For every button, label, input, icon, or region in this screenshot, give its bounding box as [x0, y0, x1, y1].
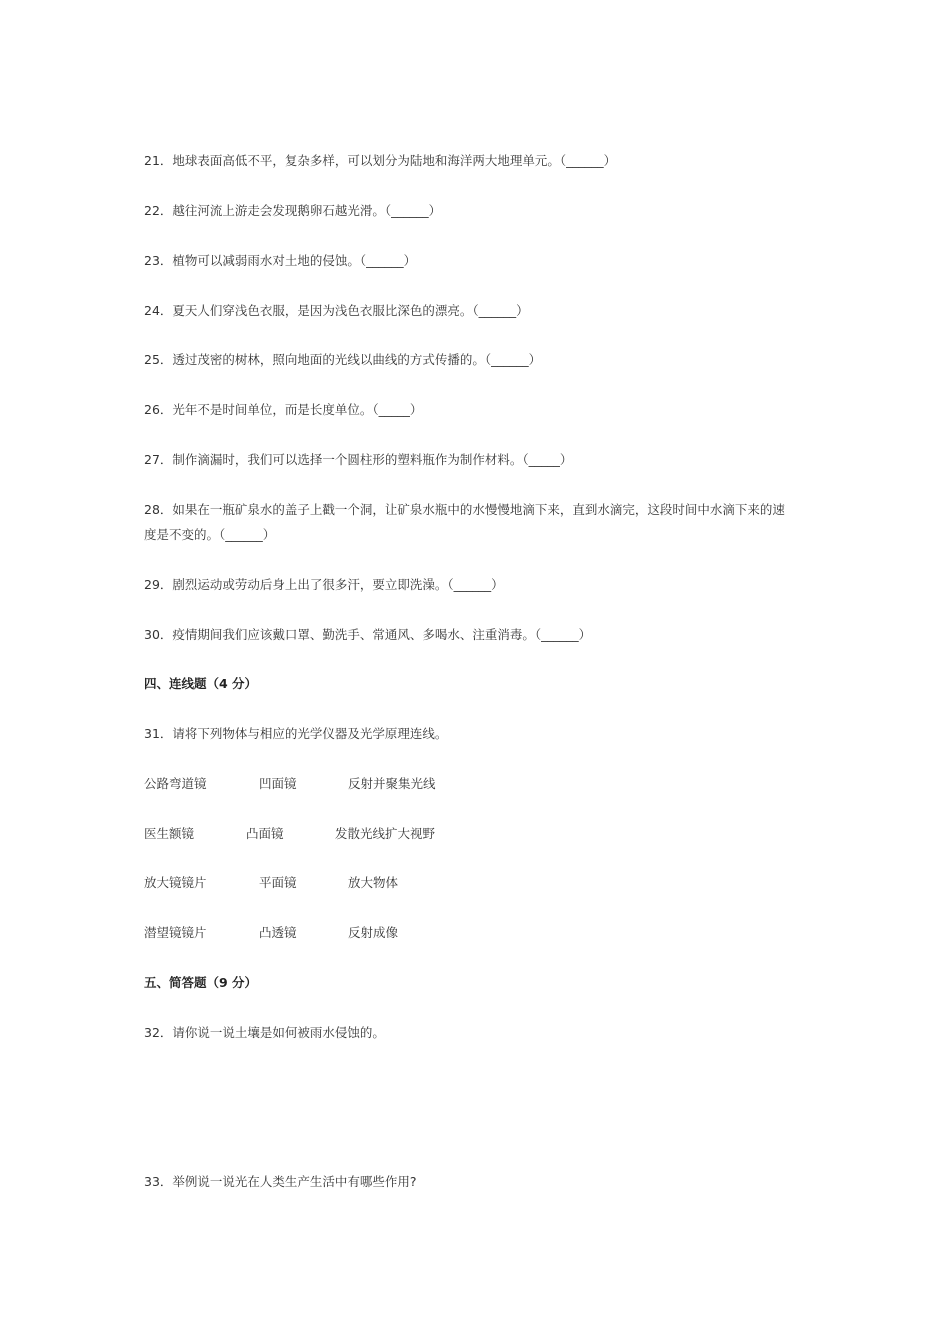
- question-28-line-2: 度是不变的。（______）: [144, 527, 276, 542]
- match-instrument-2: 凸面镜: [246, 826, 284, 841]
- question-25: 25．透过茂密的树林，照向地面的光线以曲线的方式传播的。（______）: [144, 352, 542, 367]
- question-24: 24．夏天人们穿浅色衣服，是因为浅色衣服比深色的漂亮。（______）: [144, 303, 529, 318]
- question-27: 27．制作滴漏时，我们可以选择一个圆柱形的塑料瓶作为制作材料。（_____）: [144, 452, 573, 467]
- question-33: 33．举例说一说光在人类生产生活中有哪些作用?: [144, 1174, 417, 1189]
- match-instrument-4: 凸透镜: [259, 925, 297, 940]
- question-28-line-1: 28．如果在一瓶矿泉水的盖子上戳一个洞，让矿泉水瓶中的水慢慢地滴下来，直到水滴完，这段时间中水滴下来的速: [144, 502, 785, 517]
- match-principle-3: 放大物体: [348, 875, 399, 890]
- match-object-2: 医生额镜: [144, 826, 195, 841]
- match-principle-2: 发散光线扩大视野: [335, 826, 436, 841]
- question-30: 30．疫情期间我们应该戴口罩、勤洗手、常通风、多喝水、注重消毒。（______）: [144, 627, 592, 642]
- match-instrument-1: 凹面镜: [259, 776, 297, 791]
- match-object-1: 公路弯道镜: [144, 776, 207, 791]
- section-4-heading: 四、连线题（4 分）: [144, 676, 258, 691]
- question-29: 29．剧烈运动或劳动后身上出了很多汗，要立即洗澡。（______）: [144, 577, 504, 592]
- question-32: 32．请你说一说土壤是如何被雨水侵蚀的。: [144, 1025, 385, 1040]
- section-5-heading: 五、简答题（9 分）: [144, 975, 258, 990]
- question-26: 26．光年不是时间单位，而是长度单位。（_____）: [144, 402, 423, 417]
- question-21: 21．地球表面高低不平，复杂多样，可以划分为陆地和海洋两大地理单元。（______）: [144, 153, 617, 168]
- question-23: 23．植物可以减弱雨水对土地的侵蚀。（______）: [144, 253, 417, 268]
- match-instrument-3: 平面镜: [259, 875, 297, 890]
- question-31: 31．请将下列物体与相应的光学仪器及光学原理连线。: [144, 726, 448, 741]
- question-22: 22．越往河流上游走会发现鹅卵石越光滑。（______）: [144, 203, 442, 218]
- match-principle-4: 反射成像: [348, 925, 399, 940]
- match-object-4: 潜望镜镜片: [144, 925, 207, 940]
- match-object-3: 放大镜镜片: [144, 875, 207, 890]
- match-principle-1: 反射并聚集光线: [348, 776, 436, 791]
